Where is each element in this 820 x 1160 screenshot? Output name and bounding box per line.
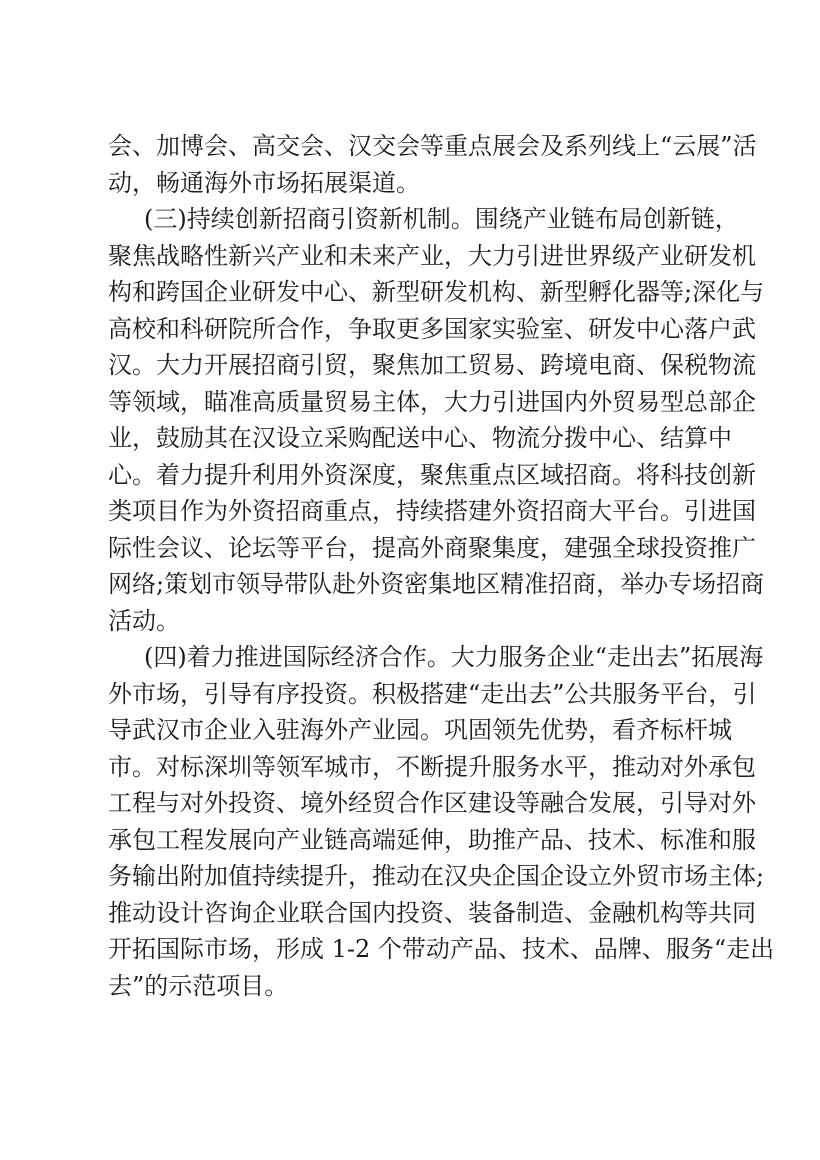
paragraph-line: 类项目作为外资招商重点，持续搭建外资招商大平台。引进国 xyxy=(108,497,756,525)
paragraph-line: 承包工程发展向产业链高端延伸，助推产品、技术、标准和服 xyxy=(108,825,756,854)
paragraph-line: 市。对标深圳等领军城市，不断提升服务水平，推动对外承包 xyxy=(108,752,756,781)
paragraph-line: 推动设计咨询企业联合国内投资、装备制造、金融机构等共同 xyxy=(108,898,756,927)
paragraph-line: 网络;策划市领导带队赴外资密集地区精准招商，举办专场招商 xyxy=(108,570,765,598)
paragraph-line: 高校和科研院所合作，争取更多国家实验室、研发中心落户武 xyxy=(108,314,756,343)
paragraph-line: 会、加博会、高交会、汉交会等重点展会及系列线上“云展”活 xyxy=(108,132,757,160)
paragraph-line: 开拓国际市场，形成 1-2 个带动产品、技术、品牌、服务“走出 xyxy=(108,935,775,963)
paragraph-line: 构和跨国企业研发中心、新型研发机构、新型孵化器等;深化与 xyxy=(108,278,765,306)
paragraph-line: 工程与对外投资、境外经贸合作区建设等融合发展，引导对外 xyxy=(108,789,756,817)
paragraph-continuation xyxy=(108,128,757,201)
paragraph-line: 动，畅通海外市场拓展渠道。 xyxy=(108,168,420,197)
paragraph-section-3 xyxy=(108,201,765,639)
paragraph-line: (四)着力推进国际经济合作。大力服务企业“走出去”拓展海 xyxy=(144,643,764,671)
paragraph-line: (三)持续创新招商引资新机制。围绕产业链布局创新链， xyxy=(144,205,739,233)
paragraph-line: 汉。大力开展招商引贸，聚焦加工贸易、跨境电商、保税物流 xyxy=(108,351,756,379)
paragraph-line: 外市场，引导有序投资。积极搭建“走出去”公共服务平台，引 xyxy=(108,679,757,708)
paragraph-section-4 xyxy=(108,639,775,1004)
paragraph-line: 心。着力提升利用外资深度，聚焦重点区域招商。将科技创新 xyxy=(108,460,756,489)
paragraph-line: 务输出附加值持续提升，推动在汉央企国企设立外贸市场主体; xyxy=(108,862,765,890)
paragraph-line: 导武汉市企业入驻海外产业园。巩固领先优势，看齐标杆城 xyxy=(108,716,732,744)
paragraph-line: 聚焦战略性新兴产业和未来产业，大力引进世界级产业研发机 xyxy=(108,241,756,270)
paragraph-line: 际性会议、论坛等平台，提高外商聚集度，建强全球投资推广 xyxy=(108,533,756,562)
paragraph-line: 去”的示范项目。 xyxy=(108,971,289,1000)
paragraph-line: 业，鼓励其在汉设立采购配送中心、物流分拨中心、结算中 xyxy=(108,424,732,452)
paragraph-line: 等领域，瞄准高质量贸易主体，大力引进国内外贸易型总部企 xyxy=(108,387,756,416)
document-body xyxy=(108,128,775,1004)
paragraph-line: 活动。 xyxy=(108,606,180,635)
